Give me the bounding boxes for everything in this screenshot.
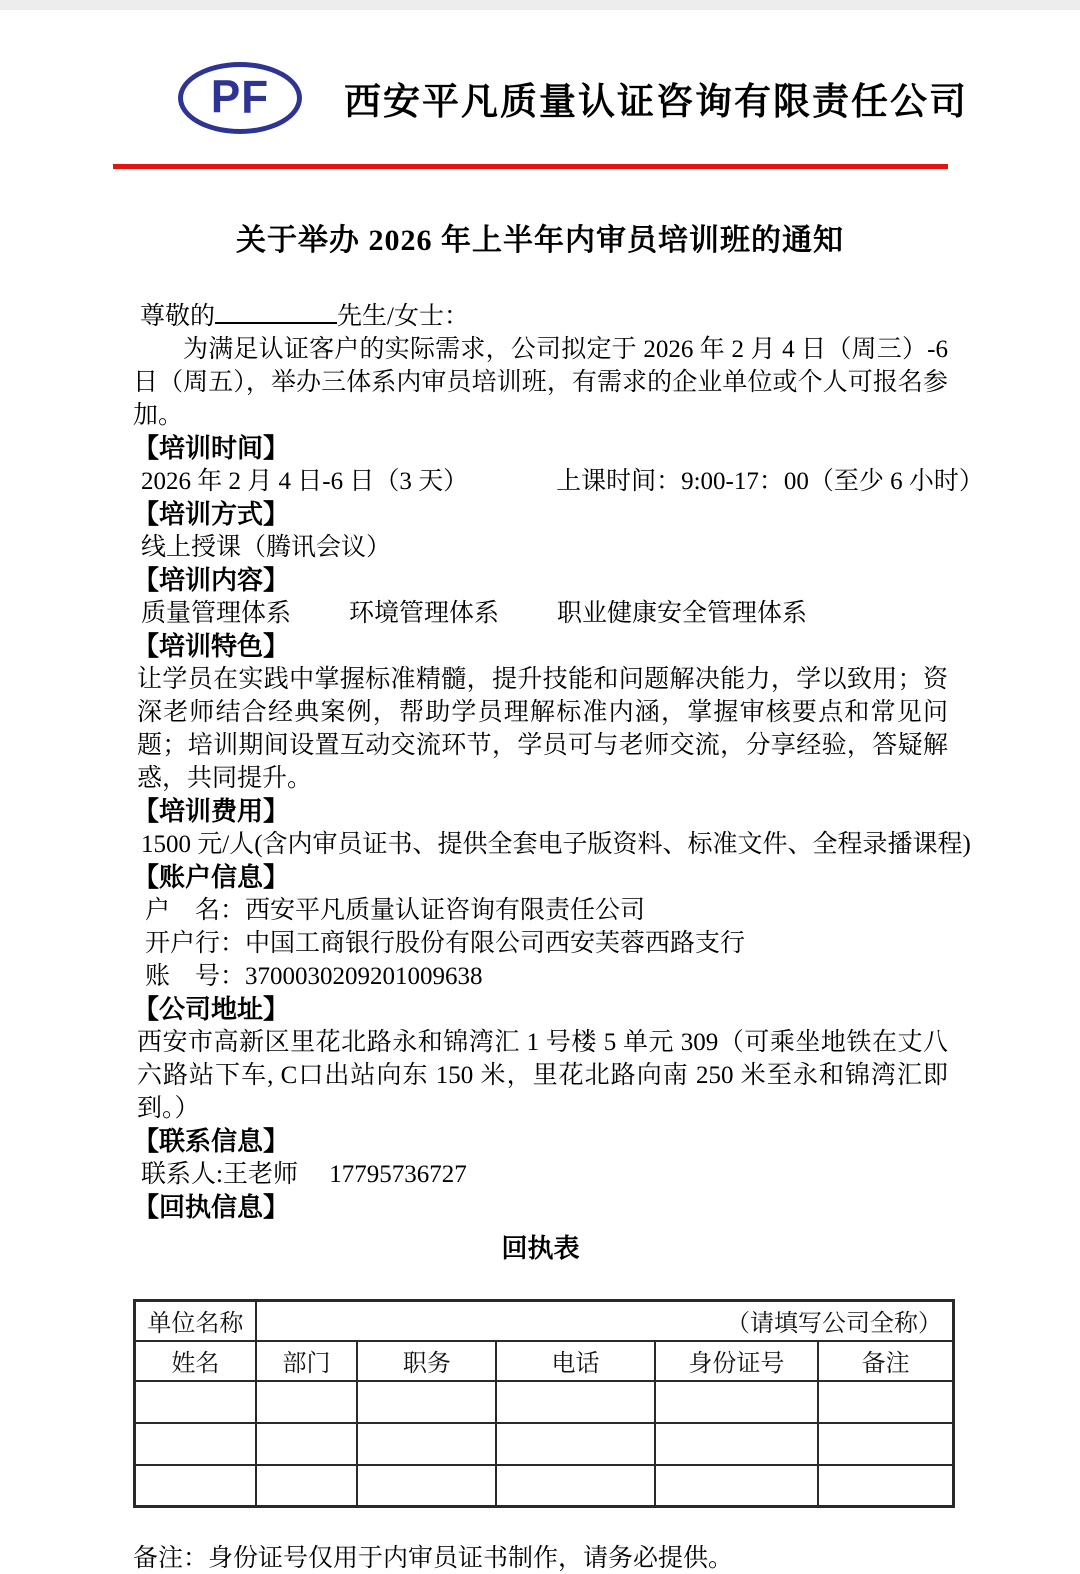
receipt-table-title: 回执表 [501, 1233, 580, 1263]
letterhead [0, 10, 1080, 134]
topic-quality: 质量管理体系 [141, 600, 292, 627]
section-header-training-fee: 【培训费用】 [133, 796, 290, 826]
training-fee-line: 1500 元/人(含内审员证书、提供全套电子版资料、标准文件、全程录播课程) [141, 831, 971, 858]
company-name: 西安平凡质量认证咨询有限责任公司 [344, 81, 968, 122]
table-row [135, 1423, 954, 1465]
section-header-training-topics: 【培训内容】 [133, 565, 290, 595]
training-method-line: 线上授课（腾讯会议） [141, 534, 392, 561]
page-title: 关于举办 2026 年上半年内审员培训班的通知 [236, 224, 844, 257]
training-time-line [133, 465, 984, 498]
empty-cell[interactable] [655, 1465, 819, 1507]
empty-cell[interactable] [357, 1465, 496, 1507]
receipt-table [133, 1299, 955, 1508]
empty-cell[interactable] [818, 1381, 953, 1423]
section-header-training-method: 【培训方式】 [133, 499, 290, 529]
column-header-remarks: 备注 [818, 1341, 953, 1381]
company-address-paragraph: 西安市高新区里花北路永和锦湾汇 1 号楼 5 单元 309（可乘坐地铁在丈八六路站下车, C口出站向东 150 米，里花北路向南 250 米至永和锦湾汇即到。） [137, 1029, 948, 1122]
table-header-row [135, 1341, 954, 1381]
section-header-account-info: 【账户信息】 [133, 862, 290, 892]
empty-cell[interactable] [357, 1381, 496, 1423]
notice-body [133, 299, 984, 1265]
column-header-id-number: 身份证号 [655, 1341, 819, 1381]
empty-cell[interactable] [357, 1423, 496, 1465]
topic-environment: 环境管理体系 [349, 600, 500, 627]
column-header-position: 职务 [357, 1341, 496, 1381]
contact-person-line: 联系人:王老师 17795736727 [141, 1161, 467, 1188]
unit-name-input-cell[interactable]: （请填写公司全称） [256, 1301, 954, 1341]
section-header-contact-info: 【联系信息】 [133, 1126, 290, 1156]
empty-cell[interactable] [655, 1381, 819, 1423]
column-header-phone: 电话 [496, 1341, 654, 1381]
account-number-line: 账 号：3700030209201009638 [145, 963, 483, 990]
empty-cell[interactable] [135, 1381, 256, 1423]
table-row [135, 1381, 954, 1423]
empty-cell[interactable] [655, 1423, 819, 1465]
account-name-line: 户 名：西安平凡质量认证咨询有限责任公司 [145, 897, 646, 924]
salutation [133, 299, 948, 333]
section-header-training-time: 【培训时间】 [133, 433, 290, 463]
letterhead-divider [113, 164, 948, 169]
footer-note: 备注：身份证号仅用于内审员证书制作，请务必提供。 [133, 1545, 734, 1572]
empty-cell[interactable] [256, 1423, 358, 1465]
company-logo-icon [178, 62, 302, 134]
section-header-receipt-info: 【回执信息】 [133, 1192, 290, 1222]
unit-name-row [135, 1301, 954, 1341]
empty-cell[interactable] [818, 1423, 953, 1465]
topic-ohs: 职业健康安全管理体系 [557, 600, 808, 627]
empty-cell[interactable] [135, 1423, 256, 1465]
empty-cell[interactable] [496, 1423, 654, 1465]
training-topics-line [133, 597, 948, 630]
unit-name-label-cell: 单位名称 [135, 1301, 256, 1341]
page-top-strip [0, 0, 1080, 10]
logo-text: PF [210, 71, 270, 124]
column-header-name: 姓名 [135, 1341, 256, 1381]
account-bank-line: 开户行：中国工商银行股份有限公司西安芙蓉西路支行 [145, 930, 746, 957]
section-header-company-address: 【公司地址】 [133, 994, 290, 1024]
salutation-suffix: 先生/女士： [337, 303, 469, 330]
empty-cell[interactable] [496, 1465, 654, 1507]
table-row [135, 1465, 954, 1507]
intro-paragraph: 为满足认证客户的实际需求，公司拟定于 2026 年 2 月 4 日（周三）-6 日（周五），举办三体系内审员培训班，有需求的企业单位或个人可报名参加。 [133, 336, 948, 429]
section-header-training-features: 【培训特色】 [133, 631, 290, 661]
training-features-paragraph: 让学员在实践中掌握标准精髓，提升技能和问题解决能力，学以致用；资深老师结合经典案例，帮助学员理解标准内涵，掌握审核要点和常见问题；培训期间设置互动交流环节，学员可与老师交流，分享经验，答疑解惑，共同提升。 [137, 666, 948, 792]
empty-cell[interactable] [135, 1465, 256, 1507]
empty-cell[interactable] [256, 1465, 358, 1507]
empty-cell[interactable] [496, 1381, 654, 1423]
column-header-department: 部门 [256, 1341, 358, 1381]
training-date: 2026 年 2 月 4 日-6 日（3 天） [141, 468, 469, 495]
name-blank-underline [215, 299, 337, 324]
training-hours: 上课时间：9:00-17：00（至少 6 小时） [556, 468, 984, 495]
salutation-prefix: 尊敬的 [140, 303, 216, 330]
empty-cell[interactable] [256, 1381, 358, 1423]
empty-cell[interactable] [818, 1465, 953, 1507]
